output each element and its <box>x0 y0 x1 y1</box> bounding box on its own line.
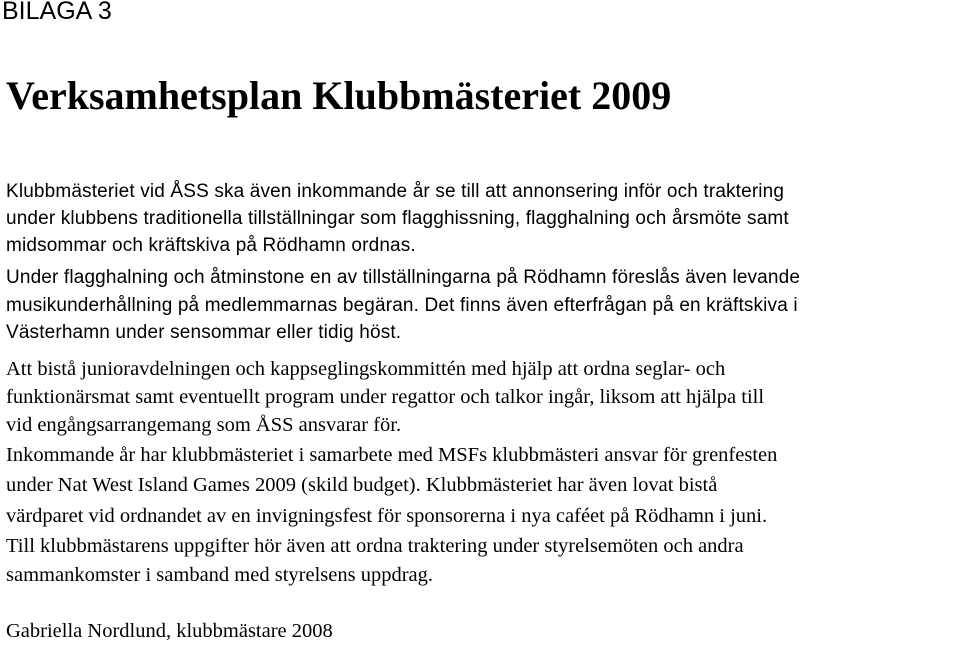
document-title: Verksamhetsplan Klubbmästeriet 2009 <box>6 73 672 118</box>
body-line: under Nat West Island Games 2009 (skild budget). Klubbmästeriet har även lovat bistå <box>6 474 718 496</box>
body-line: funktionärsmat samt eventuellt program under regattor och talkor ingår, liksom att hjälpa till <box>6 386 765 408</box>
body-line: värdparet vid ordnandet av en invigningsfest för sponsorerna i nya caféet på Rödhamn i juni. <box>6 505 768 527</box>
annex-label: BILAGA 3 <box>2 0 112 25</box>
body-line: Att bistå junioravdelningen och kappseglingskommittén med hjälp att ordna seglar- och <box>6 358 726 380</box>
body-line: sammankomster i samband med styrelsens uppdrag. <box>6 564 433 586</box>
body-line: Västerhamn under sensommar eller tidig höst. <box>6 322 402 343</box>
body-line: Till klubbmästarens uppgifter hör även att ordna traktering under styrelsemöten och andra <box>6 535 744 557</box>
body-line: Inkommande år har klubbmästeriet i samarbete med MSFs klubbmästeri ansvar för grenfesten <box>6 444 778 466</box>
body-line: under klubbens traditionella tillställningar som flagghissning, flagghalning och årsmöte samt <box>6 208 789 229</box>
body-line: musikunderhållning på medlemmarnas begäran. Det finns även efterfrågan på en kräftskiva i <box>6 295 798 316</box>
signature: Gabriella Nordlund, klubbmästare 2008 <box>6 620 333 642</box>
body-line: Klubbmästeriet vid ÅSS ska även inkommande år se till att annonsering inför och traktering <box>6 181 785 202</box>
body-line: Under flagghalning och åtminstone en av tillställningarna på Rödhamn föreslås även levande <box>6 267 801 288</box>
body-line: midsommar och kräftskiva på Rödhamn ordnas. <box>6 235 416 256</box>
body-line: vid engångsarrangemang som ÅSS ansvarar för. <box>6 414 402 436</box>
